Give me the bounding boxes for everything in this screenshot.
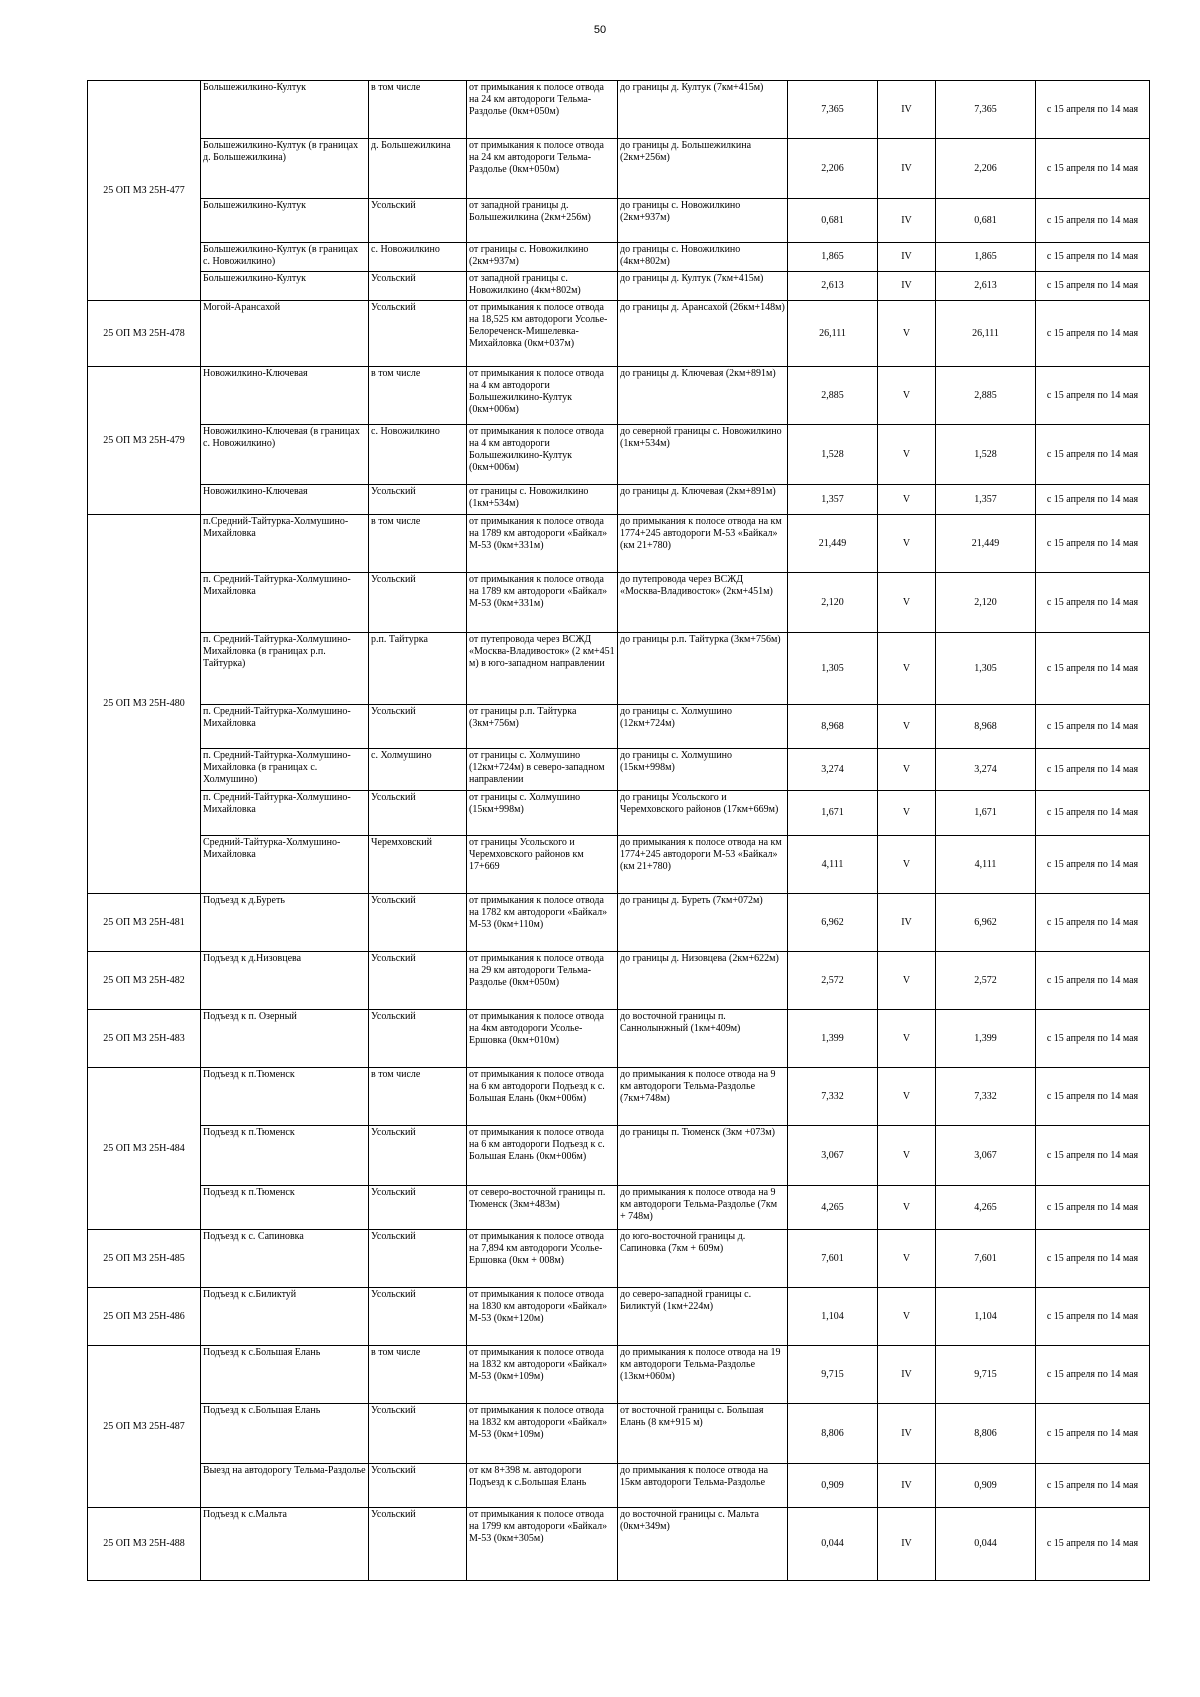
restriction-period-cell: с 15 апреля по 14 мая bbox=[1036, 1464, 1150, 1508]
area-cell: в том числе bbox=[369, 1346, 467, 1404]
road-code-cell: 25 ОП МЗ 25Н-479 bbox=[88, 367, 201, 515]
category-cell: IV bbox=[878, 272, 936, 301]
from-cell: от примыкания к полосе отвода на 6 км автодороги Подъезд к с. Большая Елань (0км+006м) bbox=[467, 1068, 618, 1126]
restriction-period-cell: с 15 апреля по 14 мая bbox=[1036, 573, 1150, 633]
from-cell: от примыкания к полосе отвода на 1799 км автодороги «Байкал» М-53 (0км+305м) bbox=[467, 1508, 618, 1581]
restriction-period-cell: с 15 апреля по 14 мая bbox=[1036, 1508, 1150, 1581]
road-name-cell: Большежилкино-Култук bbox=[201, 272, 369, 301]
category-cell: V bbox=[878, 1288, 936, 1346]
to-cell: до границы д. Арансахой (26км+148м) bbox=[618, 301, 788, 367]
road-name-cell: Могой-Арансахой bbox=[201, 301, 369, 367]
from-cell: от границы р.п. Тайтурка (3км+756м) bbox=[467, 705, 618, 749]
to-cell: до восточной границы п. Саннолынжный (1км+409м) bbox=[618, 1010, 788, 1068]
table-row bbox=[88, 836, 1150, 894]
road-name-cell: Большежилкино-Култук (в границах д. Большежилкина) bbox=[201, 139, 369, 199]
restricted-length-cell: 1,671 bbox=[936, 791, 1036, 836]
restricted-length-cell: 1,399 bbox=[936, 1010, 1036, 1068]
area-cell: Усольский bbox=[369, 1186, 467, 1230]
road-name-cell: Подъезд к с.Большая Елань bbox=[201, 1404, 369, 1464]
area-cell: Усольский bbox=[369, 573, 467, 633]
restricted-length-cell: 7,332 bbox=[936, 1068, 1036, 1126]
length-cell: 6,962 bbox=[788, 894, 878, 952]
category-cell: V bbox=[878, 1126, 936, 1186]
table-row bbox=[88, 1404, 1150, 1464]
area-cell: Усольский bbox=[369, 485, 467, 515]
table-row bbox=[88, 367, 1150, 425]
from-cell: от км 8+398 м. автодороги Подъезд к с.Большая Елань bbox=[467, 1464, 618, 1508]
from-cell: от примыкания к полосе отвода на 1789 км автодороги «Байкал» М-53 (0км+331м) bbox=[467, 573, 618, 633]
restriction-period-cell: с 15 апреля по 14 мая bbox=[1036, 243, 1150, 272]
road-name-cell: Новожилкино-Ключевая (в границах с. Новожилкино) bbox=[201, 425, 369, 485]
road-name-cell: Средний-Тайтурка-Холмушино-Михайловка bbox=[201, 836, 369, 894]
table-row bbox=[88, 894, 1150, 952]
area-cell: Усольский bbox=[369, 791, 467, 836]
restriction-period-cell: с 15 апреля по 14 мая bbox=[1036, 705, 1150, 749]
category-cell: IV bbox=[878, 1346, 936, 1404]
length-cell: 8,806 bbox=[788, 1404, 878, 1464]
to-cell: до северо-западной границы с. Биликтуй (1км+224м) bbox=[618, 1288, 788, 1346]
from-cell: от границы с. Холмушино (15км+998м) bbox=[467, 791, 618, 836]
road-name-cell: Большежилкино-Култук (в границах с. Новожилкино) bbox=[201, 243, 369, 272]
restriction-period-cell: с 15 апреля по 14 мая bbox=[1036, 791, 1150, 836]
to-cell: до границы с. Холмушино (15км+998м) bbox=[618, 749, 788, 791]
restricted-length-cell: 21,449 bbox=[936, 515, 1036, 573]
category-cell: IV bbox=[878, 199, 936, 243]
table-row bbox=[88, 243, 1150, 272]
restricted-length-cell: 9,715 bbox=[936, 1346, 1036, 1404]
from-cell: от примыкания к полосе отвода на 1830 км автодороги «Байкал» М-53 (0км+120м) bbox=[467, 1288, 618, 1346]
to-cell: до границы с. Новожилкино (4км+802м) bbox=[618, 243, 788, 272]
table-row bbox=[88, 749, 1150, 791]
table-row bbox=[88, 1288, 1150, 1346]
road-name-cell: Подъезд к с.Биликтуй bbox=[201, 1288, 369, 1346]
length-cell: 0,681 bbox=[788, 199, 878, 243]
table-row bbox=[88, 515, 1150, 573]
road-name-cell: Подъезд к с.Большая Елань bbox=[201, 1346, 369, 1404]
area-cell: д. Большежилкина bbox=[369, 139, 467, 199]
road-name-cell: п. Средний-Тайтурка-Холмушино-Михайловка (в границах р.п. Тайтурка) bbox=[201, 633, 369, 705]
road-code-cell: 25 ОП МЗ 25Н-477 bbox=[88, 81, 201, 301]
restriction-period-cell: с 15 апреля по 14 мая bbox=[1036, 894, 1150, 952]
to-cell: до юго-восточной границы д. Сапиновка (7км + 609м) bbox=[618, 1230, 788, 1288]
length-cell: 1,305 bbox=[788, 633, 878, 705]
category-cell: IV bbox=[878, 139, 936, 199]
table-row bbox=[88, 1464, 1150, 1508]
area-cell: в том числе bbox=[369, 1068, 467, 1126]
category-cell: V bbox=[878, 573, 936, 633]
from-cell: от примыкания к полосе отвода на 24 км автодороги Тельма-Раздолье (0км+050м) bbox=[467, 81, 618, 139]
to-cell: до примыкания к полосе отвода на км 1774+245 автодороги М-53 «Байкал» (км 21+780) bbox=[618, 836, 788, 894]
area-cell: Усольский bbox=[369, 1508, 467, 1581]
category-cell: V bbox=[878, 1010, 936, 1068]
category-cell: IV bbox=[878, 1464, 936, 1508]
category-cell: V bbox=[878, 952, 936, 1010]
to-cell: до примыкания к полосе отвода на 15км автодороги Тельма-Раздолье bbox=[618, 1464, 788, 1508]
from-cell: от границы Усольского и Черемховского районов км 17+669 bbox=[467, 836, 618, 894]
from-cell: от примыкания к полосе отвода на 1789 км автодороги «Байкал» М-53 (0км+331м) bbox=[467, 515, 618, 573]
to-cell: до восточной границы с. Мальта (0км+349м) bbox=[618, 1508, 788, 1581]
category-cell: V bbox=[878, 485, 936, 515]
length-cell: 2,206 bbox=[788, 139, 878, 199]
to-cell: до границы д. Низовцева (2км+622м) bbox=[618, 952, 788, 1010]
area-cell: Усольский bbox=[369, 1464, 467, 1508]
restriction-period-cell: с 15 апреля по 14 мая bbox=[1036, 836, 1150, 894]
from-cell: от границы с. Холмушино (12км+724м) в северо-западном направлении bbox=[467, 749, 618, 791]
to-cell: до границы р.п. Тайтурка (3км+756м) bbox=[618, 633, 788, 705]
area-cell: Усольский bbox=[369, 272, 467, 301]
area-cell: р.п. Тайтурка bbox=[369, 633, 467, 705]
restricted-length-cell: 2,885 bbox=[936, 367, 1036, 425]
from-cell: от границы с. Новожилкино (1км+534м) bbox=[467, 485, 618, 515]
category-cell: IV bbox=[878, 243, 936, 272]
length-cell: 21,449 bbox=[788, 515, 878, 573]
table-row bbox=[88, 633, 1150, 705]
to-cell: до границы Усольского и Черемховского районов (17км+669м) bbox=[618, 791, 788, 836]
category-cell: V bbox=[878, 515, 936, 573]
restricted-length-cell: 2,206 bbox=[936, 139, 1036, 199]
area-cell: в том числе bbox=[369, 81, 467, 139]
restriction-period-cell: с 15 апреля по 14 мая bbox=[1036, 425, 1150, 485]
restricted-length-cell: 4,265 bbox=[936, 1186, 1036, 1230]
restricted-length-cell: 26,111 bbox=[936, 301, 1036, 367]
category-cell: IV bbox=[878, 1404, 936, 1464]
restriction-period-cell: с 15 апреля по 14 мая bbox=[1036, 1288, 1150, 1346]
restricted-length-cell: 3,274 bbox=[936, 749, 1036, 791]
from-cell: от примыкания к полосе отвода на 18,525 км автодороги Усолье-Белореченск-Мишелевка-Михайловка (0км+037м) bbox=[467, 301, 618, 367]
from-cell: от примыкания к полосе отвода на 4 км автодороги Большежилкино-Култук (0км+006м) bbox=[467, 425, 618, 485]
restricted-length-cell: 2,572 bbox=[936, 952, 1036, 1010]
area-cell: с. Новожилкино bbox=[369, 243, 467, 272]
restricted-length-cell: 1,104 bbox=[936, 1288, 1036, 1346]
area-cell: в том числе bbox=[369, 367, 467, 425]
road-code-cell: 25 ОП МЗ 25Н-478 bbox=[88, 301, 201, 367]
area-cell: Усольский bbox=[369, 1230, 467, 1288]
to-cell: до границы д. Култук (7км+415м) bbox=[618, 272, 788, 301]
from-cell: от примыкания к полосе отвода на 1782 км автодороги «Байкал» М-53 (0км+110м) bbox=[467, 894, 618, 952]
table-row bbox=[88, 1186, 1150, 1230]
restricted-length-cell: 6,962 bbox=[936, 894, 1036, 952]
from-cell: от примыкания к полосе отвода на 29 км автодороги Тельма-Раздолье (0км+050м) bbox=[467, 952, 618, 1010]
area-cell: Усольский bbox=[369, 894, 467, 952]
road-name-cell: п.Средний-Тайтурка-Холмушино-Михайловка bbox=[201, 515, 369, 573]
length-cell: 1,865 bbox=[788, 243, 878, 272]
from-cell: от путепровода через ВСЖД «Москва-Владивосток» (2 км+451 м) в юго-западном направлении bbox=[467, 633, 618, 705]
restricted-length-cell: 3,067 bbox=[936, 1126, 1036, 1186]
road-name-cell: Подъезд к п.Тюменск bbox=[201, 1186, 369, 1230]
road-code-cell: 25 ОП МЗ 25Н-487 bbox=[88, 1346, 201, 1508]
road-name-cell: Новожилкино-Ключевая bbox=[201, 485, 369, 515]
to-cell: до границы п. Тюменск (3км +073м) bbox=[618, 1126, 788, 1186]
restriction-period-cell: с 15 апреля по 14 мая bbox=[1036, 749, 1150, 791]
length-cell: 1,357 bbox=[788, 485, 878, 515]
road-name-cell: Подъезд к с. Сапиновка bbox=[201, 1230, 369, 1288]
category-cell: V bbox=[878, 836, 936, 894]
category-cell: IV bbox=[878, 894, 936, 952]
table-row bbox=[88, 1230, 1150, 1288]
area-cell: Усольский bbox=[369, 1404, 467, 1464]
table-row bbox=[88, 952, 1150, 1010]
from-cell: от границы с. Новожилкино (2км+937м) bbox=[467, 243, 618, 272]
road-name-cell: Новожилкино-Ключевая bbox=[201, 367, 369, 425]
restriction-period-cell: с 15 апреля по 14 мая bbox=[1036, 367, 1150, 425]
category-cell: V bbox=[878, 1186, 936, 1230]
from-cell: от примыкания к полосе отвода на 24 км автодороги Тельма-Раздолье (0км+050м) bbox=[467, 139, 618, 199]
to-cell: до примыкания к полосе отвода на 9 км автодороги Тельма-Раздолье (7км + 748м) bbox=[618, 1186, 788, 1230]
restricted-length-cell: 2,613 bbox=[936, 272, 1036, 301]
from-cell: от примыкания к полосе отвода на 1832 км автодороги «Байкал» М-53 (0км+109м) bbox=[467, 1404, 618, 1464]
to-cell: до границы д. Ключевая (2км+891м) bbox=[618, 485, 788, 515]
to-cell: до примыкания к полосе отвода на 9 км автодороги Тельма-Раздолье (7км+748м) bbox=[618, 1068, 788, 1126]
from-cell: от примыкания к полосе отвода на 4км автодороги Усолье-Ершовка (0км+010м) bbox=[467, 1010, 618, 1068]
road-name-cell: п. Средний-Тайтурка-Холмушино-Михайловка (в границах с. Холмушино) bbox=[201, 749, 369, 791]
restriction-period-cell: с 15 апреля по 14 мая bbox=[1036, 1126, 1150, 1186]
road-code-cell: 25 ОП МЗ 25Н-486 bbox=[88, 1288, 201, 1346]
road-code-cell: 25 ОП МЗ 25Н-484 bbox=[88, 1068, 201, 1230]
roads-table bbox=[87, 80, 1150, 1581]
area-cell: с. Новожилкино bbox=[369, 425, 467, 485]
road-name-cell: Подъезд к п.Тюменск bbox=[201, 1068, 369, 1126]
area-cell: Усольский bbox=[369, 1010, 467, 1068]
from-cell: от западной границы с. Новожилкино (4км+802м) bbox=[467, 272, 618, 301]
category-cell: V bbox=[878, 749, 936, 791]
road-name-cell: Большежилкино-Култук bbox=[201, 199, 369, 243]
length-cell: 3,067 bbox=[788, 1126, 878, 1186]
restricted-length-cell: 1,357 bbox=[936, 485, 1036, 515]
to-cell: до границы с. Новожилкино (2км+937м) bbox=[618, 199, 788, 243]
restriction-period-cell: с 15 апреля по 14 мая bbox=[1036, 485, 1150, 515]
restricted-length-cell: 4,111 bbox=[936, 836, 1036, 894]
area-cell: Черемховский bbox=[369, 836, 467, 894]
length-cell: 26,111 bbox=[788, 301, 878, 367]
category-cell: V bbox=[878, 367, 936, 425]
restricted-length-cell: 7,601 bbox=[936, 1230, 1036, 1288]
to-cell: до примыкания к полосе отвода на 19 км автодороги Тельма-Раздолье (13км+060м) bbox=[618, 1346, 788, 1404]
category-cell: V bbox=[878, 301, 936, 367]
length-cell: 2,120 bbox=[788, 573, 878, 633]
restricted-length-cell: 0,909 bbox=[936, 1464, 1036, 1508]
restriction-period-cell: с 15 апреля по 14 мая bbox=[1036, 1068, 1150, 1126]
restriction-period-cell: с 15 апреля по 14 мая bbox=[1036, 1230, 1150, 1288]
length-cell: 7,332 bbox=[788, 1068, 878, 1126]
category-cell: V bbox=[878, 425, 936, 485]
from-cell: от примыкания к полосе отвода на 6 км автодороги Подъезд к с. Большая Елань (0км+006м) bbox=[467, 1126, 618, 1186]
restricted-length-cell: 2,120 bbox=[936, 573, 1036, 633]
length-cell: 9,715 bbox=[788, 1346, 878, 1404]
to-cell: до северной границы с. Новожилкино (1км+534м) bbox=[618, 425, 788, 485]
road-code-cell: 25 ОП МЗ 25Н-485 bbox=[88, 1230, 201, 1288]
table-row bbox=[88, 199, 1150, 243]
length-cell: 4,111 bbox=[788, 836, 878, 894]
from-cell: от примыкания к полосе отвода на 1832 км автодороги «Байкал» М-53 (0км+109м) bbox=[467, 1346, 618, 1404]
table-row bbox=[88, 1010, 1150, 1068]
length-cell: 1,671 bbox=[788, 791, 878, 836]
road-name-cell: Большежилкино-Култук bbox=[201, 81, 369, 139]
area-cell: с. Холмушино bbox=[369, 749, 467, 791]
table-row bbox=[88, 705, 1150, 749]
roads-table-body bbox=[88, 81, 1150, 1581]
length-cell: 0,044 bbox=[788, 1508, 878, 1581]
restricted-length-cell: 1,305 bbox=[936, 633, 1036, 705]
restriction-period-cell: с 15 апреля по 14 мая bbox=[1036, 1404, 1150, 1464]
area-cell: Усольский bbox=[369, 952, 467, 1010]
area-cell: Усольский bbox=[369, 705, 467, 749]
table-row bbox=[88, 485, 1150, 515]
length-cell: 1,399 bbox=[788, 1010, 878, 1068]
table-row bbox=[88, 791, 1150, 836]
restriction-period-cell: с 15 апреля по 14 мая bbox=[1036, 952, 1150, 1010]
length-cell: 2,885 bbox=[788, 367, 878, 425]
area-cell: Усольский bbox=[369, 301, 467, 367]
from-cell: от западной границы д. Большежилкина (2км+256м) bbox=[467, 199, 618, 243]
category-cell: IV bbox=[878, 1508, 936, 1581]
category-cell: V bbox=[878, 633, 936, 705]
length-cell: 3,274 bbox=[788, 749, 878, 791]
restricted-length-cell: 0,681 bbox=[936, 199, 1036, 243]
restricted-length-cell: 1,528 bbox=[936, 425, 1036, 485]
table-row bbox=[88, 1346, 1150, 1404]
length-cell: 8,968 bbox=[788, 705, 878, 749]
restriction-period-cell: с 15 апреля по 14 мая bbox=[1036, 1186, 1150, 1230]
table-row bbox=[88, 81, 1150, 139]
road-name-cell: Подъезд к п.Тюменск bbox=[201, 1126, 369, 1186]
area-cell: Усольский bbox=[369, 199, 467, 243]
restriction-period-cell: с 15 апреля по 14 мая bbox=[1036, 1346, 1150, 1404]
restriction-period-cell: с 15 апреля по 14 мая bbox=[1036, 515, 1150, 573]
restricted-length-cell: 1,865 bbox=[936, 243, 1036, 272]
category-cell: V bbox=[878, 1230, 936, 1288]
restriction-period-cell: с 15 апреля по 14 мая bbox=[1036, 633, 1150, 705]
length-cell: 4,265 bbox=[788, 1186, 878, 1230]
category-cell: V bbox=[878, 705, 936, 749]
restriction-period-cell: с 15 апреля по 14 мая bbox=[1036, 199, 1150, 243]
table-row bbox=[88, 425, 1150, 485]
road-name-cell: Подъезд к с.Мальта bbox=[201, 1508, 369, 1581]
page-number: 50 bbox=[593, 24, 607, 36]
area-cell: в том числе bbox=[369, 515, 467, 573]
road-name-cell: п. Средний-Тайтурка-Холмушино-Михайловка bbox=[201, 791, 369, 836]
table-row bbox=[88, 1126, 1150, 1186]
road-name-cell: Подъезд к д.Низовцева bbox=[201, 952, 369, 1010]
length-cell: 7,601 bbox=[788, 1230, 878, 1288]
restriction-period-cell: с 15 апреля по 14 мая bbox=[1036, 81, 1150, 139]
restricted-length-cell: 8,968 bbox=[936, 705, 1036, 749]
restriction-period-cell: с 15 апреля по 14 мая bbox=[1036, 301, 1150, 367]
road-code-cell: 25 ОП МЗ 25Н-482 bbox=[88, 952, 201, 1010]
road-name-cell: Выезд на автодорогу Тельма-Раздолье bbox=[201, 1464, 369, 1508]
to-cell: до примыкания к полосе отвода на км 1774+245 автодороги М-53 «Байкал» (км 21+780) bbox=[618, 515, 788, 573]
length-cell: 7,365 bbox=[788, 81, 878, 139]
to-cell: до границы д. Ключевая (2км+891м) bbox=[618, 367, 788, 425]
to-cell: до границы д. Буреть (7км+072м) bbox=[618, 894, 788, 952]
restriction-period-cell: с 15 апреля по 14 мая bbox=[1036, 139, 1150, 199]
table-row bbox=[88, 272, 1150, 301]
area-cell: Усольский bbox=[369, 1126, 467, 1186]
to-cell: до границы д. Култук (7км+415м) bbox=[618, 81, 788, 139]
road-code-cell: 25 ОП МЗ 25Н-483 bbox=[88, 1010, 201, 1068]
road-name-cell: п. Средний-Тайтурка-Холмушино-Михайловка bbox=[201, 573, 369, 633]
from-cell: от примыкания к полосе отвода на 7,894 км автодороги Усолье-Ершовка (0км + 008м) bbox=[467, 1230, 618, 1288]
table-row bbox=[88, 1508, 1150, 1581]
table-row bbox=[88, 301, 1150, 367]
restricted-length-cell: 8,806 bbox=[936, 1404, 1036, 1464]
from-cell: от северо-восточной границы п. Тюменск (3км+483м) bbox=[467, 1186, 618, 1230]
road-code-cell: 25 ОП МЗ 25Н-480 bbox=[88, 515, 201, 894]
to-cell: от восточной границы с. Большая Елань (8 км+915 м) bbox=[618, 1404, 788, 1464]
from-cell: от примыкания к полосе отвода на 4 км автодороги Большежилкино-Култук (0км+006м) bbox=[467, 367, 618, 425]
to-cell: до путепровода через ВСЖД «Москва-Владивосток» (2км+451м) bbox=[618, 573, 788, 633]
category-cell: IV bbox=[878, 81, 936, 139]
road-code-cell: 25 ОП МЗ 25Н-488 bbox=[88, 1508, 201, 1581]
table-row bbox=[88, 573, 1150, 633]
to-cell: до границы д. Большежилкина (2км+256м) bbox=[618, 139, 788, 199]
to-cell: до границы с. Холмушино (12км+724м) bbox=[618, 705, 788, 749]
category-cell: V bbox=[878, 791, 936, 836]
length-cell: 2,572 bbox=[788, 952, 878, 1010]
road-code-cell: 25 ОП МЗ 25Н-481 bbox=[88, 894, 201, 952]
area-cell: Усольский bbox=[369, 1288, 467, 1346]
table-row bbox=[88, 139, 1150, 199]
restricted-length-cell: 0,044 bbox=[936, 1508, 1036, 1581]
category-cell: V bbox=[878, 1068, 936, 1126]
length-cell: 0,909 bbox=[788, 1464, 878, 1508]
road-name-cell: Подъезд к п. Озерный bbox=[201, 1010, 369, 1068]
restriction-period-cell: с 15 апреля по 14 мая bbox=[1036, 1010, 1150, 1068]
table-row bbox=[88, 1068, 1150, 1126]
length-cell: 1,528 bbox=[788, 425, 878, 485]
road-name-cell: п. Средний-Тайтурка-Холмушино-Михайловка bbox=[201, 705, 369, 749]
restriction-period-cell: с 15 апреля по 14 мая bbox=[1036, 272, 1150, 301]
length-cell: 1,104 bbox=[788, 1288, 878, 1346]
road-name-cell: Подъезд к д.Буреть bbox=[201, 894, 369, 952]
restricted-length-cell: 7,365 bbox=[936, 81, 1036, 139]
length-cell: 2,613 bbox=[788, 272, 878, 301]
